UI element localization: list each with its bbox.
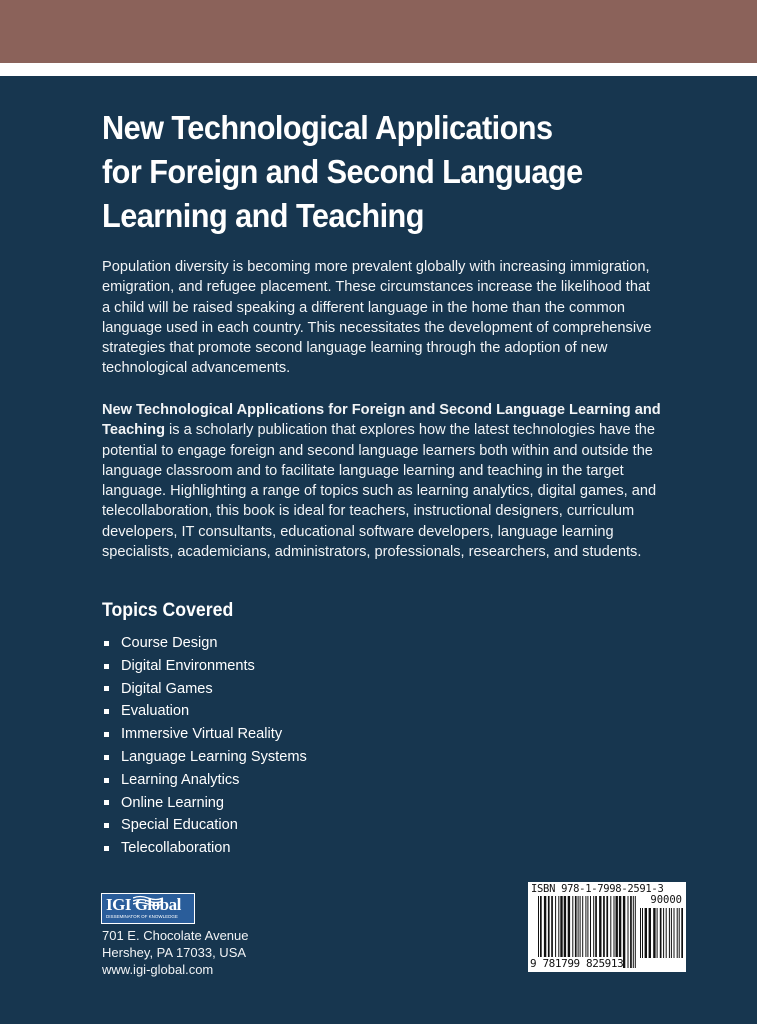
barcode-bar [635,896,636,968]
topics-heading: Topics Covered [102,600,234,621]
barcode-bar [633,896,634,968]
topic-label: Immersive Virtual Reality [121,726,283,743]
topic-item [102,678,307,701]
publisher-website: www.igi-global.com [102,962,214,977]
barcode-bar [657,908,658,958]
white-stripe [0,63,757,76]
barcode-bar [666,908,667,958]
topic-item [102,746,307,769]
topic-label: Language Learning Systems [121,748,307,765]
publisher-address [102,927,249,978]
title-line: for Foreign and Second Language [102,153,583,190]
barcode-bar [628,896,629,968]
topic-label: Digital Games [121,680,213,697]
topic-label: Course Design [121,635,218,651]
summary-paragraph [102,400,662,562]
bullet-icon [104,641,109,646]
barcode-bar [642,908,643,958]
barcode-bar [671,908,672,958]
book-title [102,106,660,238]
barcode-bar [677,908,678,958]
logo-tagline: DISSEMINATOR OF KNOWLEDGE [106,914,178,919]
topic-label: Evaluation [121,703,190,720]
barcode-bar [663,908,664,958]
barcode-bar [660,908,662,958]
description-paragraph: Population diversity is becoming more prevalent globally with increasing immigration, emigration, and refugee placement. These circumstances increase the likelihood that a child will be raised speaking a different language in the home than the common language used in each country. This necessitates the development of comprehensive strategies that promote second language learning through the adoption of new technological advancements. [102,259,652,377]
bullet-icon [104,686,109,691]
topic-item [102,792,307,815]
topic-label: Telecollaboration [121,840,231,857]
topic-label: Special Education [121,817,238,834]
topic-item [102,723,307,746]
barcode-bar [649,908,651,958]
address-city: Hershey, PA 17033, USA [102,945,247,960]
barcode-bar [681,908,683,958]
logo-waves-icon [133,895,163,907]
bullet-icon [104,664,109,669]
bullet-icon [104,755,109,760]
topic-label: Online Learning [121,794,225,811]
topic-item [102,700,307,723]
summary-text: is a scholarly publication that explores how the latest technologies have the potential to engage foreign and second language learners both within and outside the language classroom and to facilitate language learning and teaching in the target language. Highlighting a range of topics such as learning analytics, digital games, and telecollaboration, this book is ideal for teachers, instructional designers, curriculum developers, IT consultants, educational software developers, language learning specialists, academicians, administrators, professionals, researchers, and students. [102,422,657,561]
barcode-bar [679,908,680,958]
title-line: New Technological Applications [102,109,553,146]
bullet-icon [104,709,109,714]
barcode-bar [653,908,655,958]
barcode-bar [669,908,670,958]
bullet-icon [104,800,109,805]
topic-item [102,837,307,860]
topic-label: Digital Environments [121,657,255,674]
topics-list [102,632,307,860]
address-street: 701 E. Chocolate Avenue [102,928,249,943]
barcode-bar [630,896,632,968]
logo-text: IGI Global [106,895,181,914]
topic-item [102,655,307,678]
topic-item [102,769,307,792]
bullet-icon [104,823,109,828]
bullet-icon [104,778,109,783]
barcode-bar [645,908,647,958]
barcode-bar [640,908,641,958]
topic-item [102,814,307,837]
topic-label: Learning Analytics [121,771,240,788]
price-code: 90000 [650,894,682,906]
barcode-bar [674,908,675,958]
bullet-icon [104,846,109,851]
ean-digits: 9 781799 825913 [530,957,624,970]
isbn-barcode [528,882,686,972]
book-title-inline: New Technological Applications for Foreign and Second Language Learning and Teaching [102,402,661,439]
title-line: Learning and Teaching [102,197,424,234]
topic-item [102,632,307,655]
top-color-band [0,0,757,63]
isbn-text: ISBN 978-1-7998-2591-3 [531,883,664,895]
bullet-icon [104,732,109,737]
